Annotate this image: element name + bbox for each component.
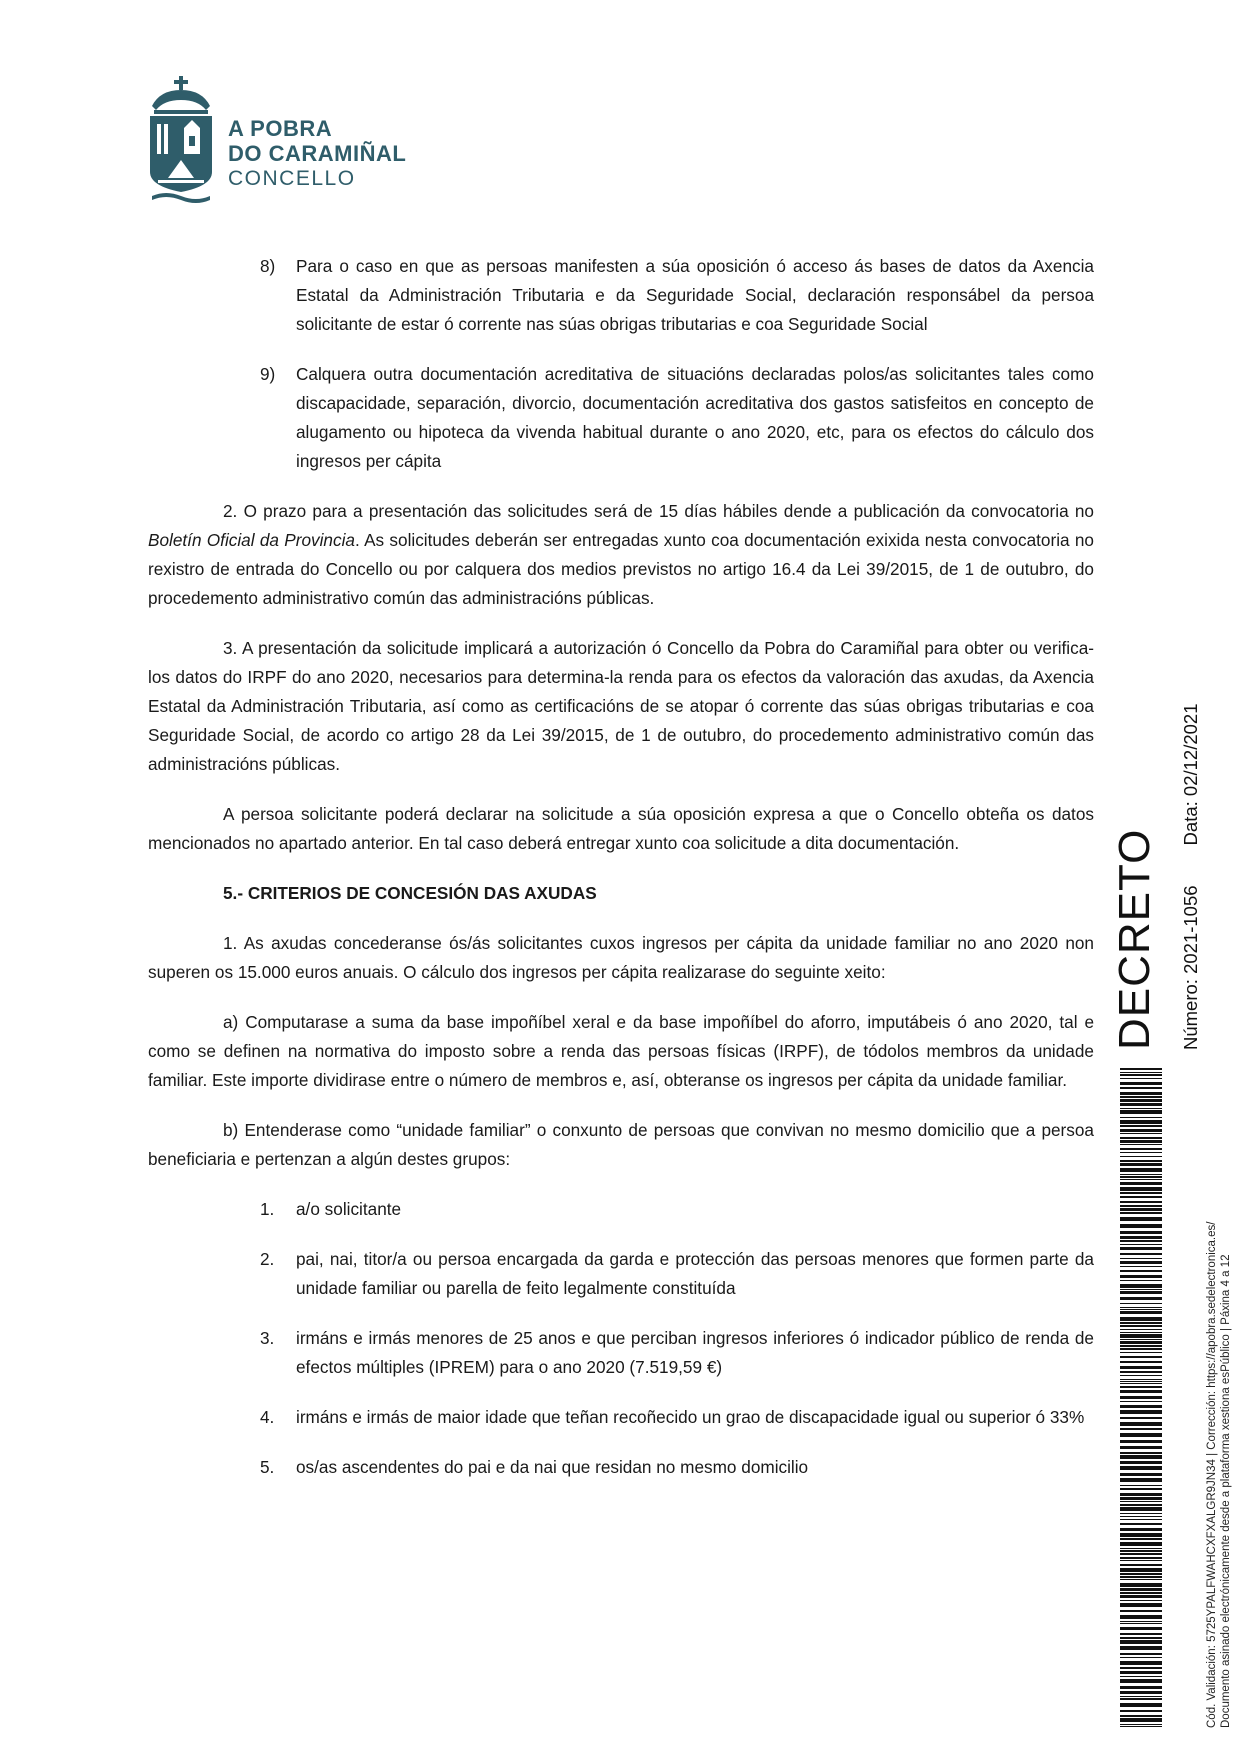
paragraph-authorization: 3. A presentación da solicitude implicará a autorización ó Concello da Pobra do Caramiñal para obter ou verifica-los datos do IRPF do ano 2020, necesarios para determina-la renda para os efectos da valoración das axudas, da Axencia Estatal da Administración Tributaria, así como as certificacións de se atopar ó corrente das súas obrigas tributarias e coa Seguridade Social, de acordo co artigo 28 da Lei 39/2015, de 1 de outubro, do procedemento administrativo común das administracións públicas. [148,638,1094,774]
logo-text [228,116,406,191]
item-text: irmáns e irmás de maior idade que teñan recoñecido un grao de discapacidade igual ou superior ó 33% [296,1407,1085,1427]
item-number: 3. [260,1328,275,1348]
list-item [148,1453,1094,1482]
family-unit-list [148,1195,1094,1482]
bulletin-name: Boletín Oficial da Provincia [148,530,355,550]
item-number: 9) [260,364,276,384]
decree-info [1180,703,1202,1050]
list-item [148,1324,1094,1382]
decreto-label: DECRETO [1110,828,1159,1050]
item-text: Calquera outra documentación acreditativa de situacións declaradas polos/as solicitantes tales como discapacidade, separación, divorcio, documentación acreditativa dos gastos satisfeitos en concepto de alugamento ou hipoteca da vivenda habitual durante o ano 2020, etc, para os efectos do cálculo dos ingresos per cápita [296,364,1094,471]
decree-date: Data: 02/12/2021 [1180,703,1201,846]
validation-barcode [1120,1068,1162,1728]
signature-note-line: Documento asinado electrónicamente desde a plataforma xestiona esPúblico | Páxina 4 a 12 [1220,1254,1232,1728]
document-body [148,252,1094,1503]
item-number: 4. [260,1407,275,1427]
logo-subtitle: CONCELLO [228,167,356,190]
list-item [148,1245,1094,1303]
logo-title-line1: A POBRA [228,116,333,141]
item-text: irmáns e irmás menores de 25 anos e que perciban ingresos inferiores ó indicador público de renda de efectos múltiples (IPREM) para o ano 2020 (7.519,59 €) [296,1328,1094,1377]
paragraph-criteria: 1. As axudas concederanse ós/ás solicitantes cuxos ingresos per cápita da unidade familiar no ano 2020 non superen os 15.000 euros anuais. O cálculo dos ingresos per cápita realizarase do seguinte xeito: [148,933,1094,982]
item-number: 5. [260,1457,275,1477]
item-text: a/o solicitante [296,1199,402,1219]
list-item [148,1195,1094,1224]
list-item [148,252,1094,339]
validation-code-line: Cód. Validación: 5725YPALFWAHCXFXALGR9JN34 | Corrección: https://apobra.sedelectronica.es/ [1206,1221,1218,1728]
paragraph-deadline [148,497,1094,613]
decree-number: Número: 2021-1056 [1180,885,1201,1050]
paragraph-family-unit: b) Entenderase como “unidade familiar” o conxunto de persoas que convivan no mesmo domicilio que a persoa beneficiaria e pertenzan a algún destes grupos: [148,1120,1094,1169]
list-item [148,360,1094,476]
item-number: 2. [260,1249,275,1269]
concello-logo [148,76,428,206]
decreto-stamp [1110,50,1170,1050]
item-text: pai, nai, titor/a ou persoa encargada da garda e protección das persoas menores que formen parte da unidade familiar ou parella de feito legalmente constituída [296,1249,1094,1298]
section-heading: 5.- CRITERIOS DE CONCESIÓN DAS AXUDAS [223,883,597,903]
paragraph-text: 2. O prazo para a presentación das solicitudes será de 15 días hábiles dende a publicación da convocatoria no [223,501,1094,521]
item-number: 1. [260,1199,275,1219]
item-number: 8) [260,256,276,276]
list-item [148,1403,1094,1432]
item-text: Para o caso en que as persoas manifesten a súa oposición ó acceso ás bases de datos da Axencia Estatal da Administración Tributaria e da Seguridade Social, declaración responsábel da persoa solicitante de estar ó corrente nas súas obrigas tributarias e coa Seguridade Social [296,256,1094,334]
paragraph-opposition: A persoa solicitante poderá declarar na solicitude a súa oposición expresa a que o Concello obteña os datos mencionados no apartado anterior. En tal caso deberá entregar xunto coa solicitude a dita documentación. [148,804,1094,853]
coat-of-arms-icon [148,76,214,206]
validation-codes [1205,1222,1233,1728]
item-text: os/as ascendentes do pai e da nai que residan no mesmo domicilio [296,1457,809,1477]
paragraph-text: . As solicitudes deberán ser entregadas xunto coa documentación exixida nesta convocatoria no rexistro de entrada do Concello ou por calquera dos medios previstos no artigo 16.4 da Lei 39/2015, de 1 de outubro, do procedemento administrativo común das administracións públicas. [148,530,1094,608]
logo-title-line2: DO CARAMIÑAL [228,141,407,166]
paragraph-computation: a) Computarase a suma da base impoñíbel xeral e da base impoñíbel do aforro, imputábeis ó ano 2020, tal e como se definen na normativa do imposto sobre a renda das persoas físicas (IRPF), de tódolos membros da unidade familiar. Este importe dividirase entre o número de membros e, así, obteranse os ingresos per cápita da unidade familiar. [148,1012,1094,1090]
